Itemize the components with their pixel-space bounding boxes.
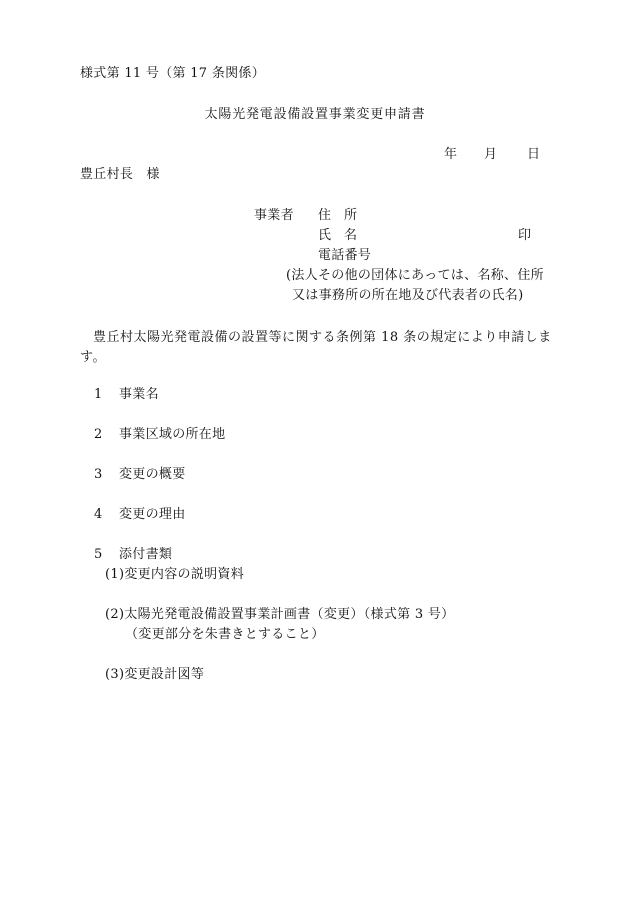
item-label-change-summary: 変更の概要 [119,467,186,482]
item-number: 2 [94,427,103,442]
attachment-note: （変更部分を朱書きとすること） [125,627,325,642]
item-number: 4 [94,507,103,522]
address-label-part-2: 所 [344,208,358,223]
name-label-part-1: 氏 [318,228,332,243]
item-label-change-reason: 変更の理由 [119,507,186,522]
document-title: 太陽光発電設備設置事業変更申請書 [204,107,426,122]
address-label-part-1: 住 [318,208,332,223]
attachment-item: (1)変更内容の説明資料 [105,567,245,582]
corporate-note-line-1: (法人その他の団体にあっては、名称、住所 [286,268,544,283]
form-number: 様式第 11 号（第 17 条関係） [80,66,266,81]
item-number: 5 [94,547,103,562]
date-month-label: 月 [484,147,498,162]
addressee: 豊丘村長 様 [80,167,160,182]
corporate-note-line-2: 又は事務所の所在地及び代表者の氏名) [292,288,524,303]
attachment-item: (2)太陽光発電設備設置事業計画書（変更）（様式第 3 号） [105,607,455,622]
item-label-project-name: 事業名 [119,387,159,402]
applicant-label: 事業者 [254,208,294,223]
item-label-project-location: 事業区域の所在地 [119,427,226,442]
application-statement: 豊丘村太陽光発電設備の設置等に関する条例第 18 条の規定により申請します。 [80,330,552,365]
name-label-part-2: 名 [344,228,358,243]
item-number: 3 [94,467,103,482]
phone-label: 電話番号 [318,248,372,263]
seal-mark: 印 [518,228,532,243]
item-number: 1 [94,387,103,402]
item-label-attachments: 添付書類 [119,547,173,562]
date-year-label: 年 [444,147,458,162]
attachment-item: (3)変更設計図等 [105,667,205,682]
date-day-label: 日 [527,147,541,162]
